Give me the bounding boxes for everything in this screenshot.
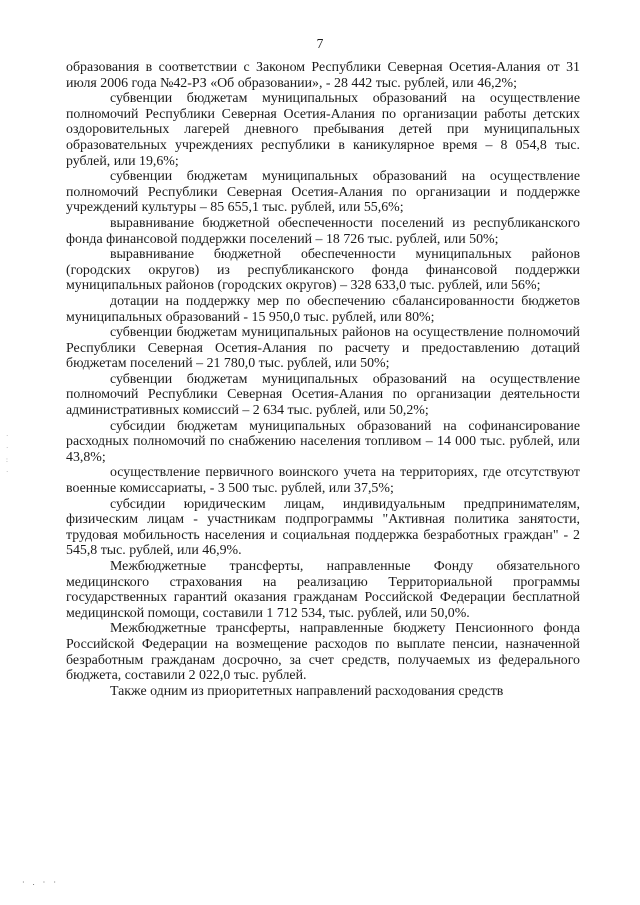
paragraph-administrative-commissions: субвенции бюджетам муниципальных образований на осуществление полномочий Республики Северная Осетия-Алания по организации деятельности административных комиссий – 2 634 тыс. рублей, или 50,2%; [66,371,580,419]
paragraph-settlements-equalization: выравнивание бюджетной обеспеченности поселений из республиканского фонда финансовой поддержки поселений – 18 726 тыс. рублей, или 50%; [66,215,580,247]
scan-corner-marks: · . · · [22,878,59,887]
paragraph-education-law: образования в соответствии с Законом Республики Северная Осетия-Алания от 31 июля 2006 года №42-РЗ «Об образовании», - 28 442 тыс. рублей, или 46,2%; [66,60,580,91]
paragraph-districts-equalization: выравнивание бюджетной обеспеченности муниципальных районов (городских округов) из республиканского фонда финансовой поддержки муниципальных районов (городских округов) – 328 633,0 тыс. рублей, или 56%; [66,247,580,294]
page-number: 7 [316,36,324,51]
paragraph-culture-institutions: субвенции бюджетам муниципальных образований на осуществление полномочий Республики Северная Осетия-Алания по организации и поддержке учреждений культуры – 85 655,1 тыс. рублей, или 55,6%; [66,169,580,216]
paragraph-priority-directions: Также одним из приоритетных направлений расходования средств [110,683,504,699]
paragraph-medical-insurance-fund: Межбюджетные трансферты, направленные Фонду обязательного медицинского страхования на реализацию Территориальной программы государственных гарантий оказания гражданам Российской Федерации бесплатной медицинской помощи, составили 1 712 534, тыс. рублей, или 50,0%. [66,559,580,621]
paragraph-fuel-supply: субсидии бюджетам муниципальных образований на софинансирование расходных полномочий по снабжению населения топливом – 14 000 тыс. рублей, или 43,8%; [66,418,580,465]
paragraph-pension-fund: Межбюджетные трансферты, направленные бюджету Пенсионного фонда Российской Федерации на возмещение расходов по выплате пенсии, назначенной безработным гражданам досрочно, за счет средств, получаемых из федерального бюджета, составили 2 022,0 тыс. рублей. [66,621,580,684]
paragraph-children-camps: субвенции бюджетам муниципальных образований на осуществление полномочий Республики Северная Осетия-Алания по организации работы детских оздоровительных лагерей дневного пребывания детей при муниципальных образовательных учреждениях республики в каникулярное время – 8 054,8 тыс. рублей, или 19,6%; [66,91,580,169]
paragraph-subsidy-calculation: субвенции бюджетам муниципальных районов на осуществление полномочий Республики Северная Осетия-Алания по расчету и предоставлению дотаций бюджетам поселений – 21 780,0 тыс. рублей, или 50%; [66,325,580,372]
paragraph-balance-subsidies: дотации на поддержку мер по обеспечению сбалансированности бюджетов муниципальных образований - 15 950,0 тыс. рублей, или 80%; [66,293,580,325]
document-body [66,60,580,699]
paragraph-employment-program: субсидии юридическим лицам, индивидуальным предпринимателям, физическим лицам - участникам подпрограммы "Активная политика занятости, трудовая мобильность населения и социальная поддержка безработных граждан" - 2 545,8 тыс. рублей, или 46,9%. [66,496,580,559]
scan-margin-marks: · · : · [6,432,9,476]
paragraph-military-registration: осуществление первичного воинского учета на территориях, где отсутствуют военные комиссариаты, - 3 500 тыс. рублей, или 37,5%; [66,465,580,497]
